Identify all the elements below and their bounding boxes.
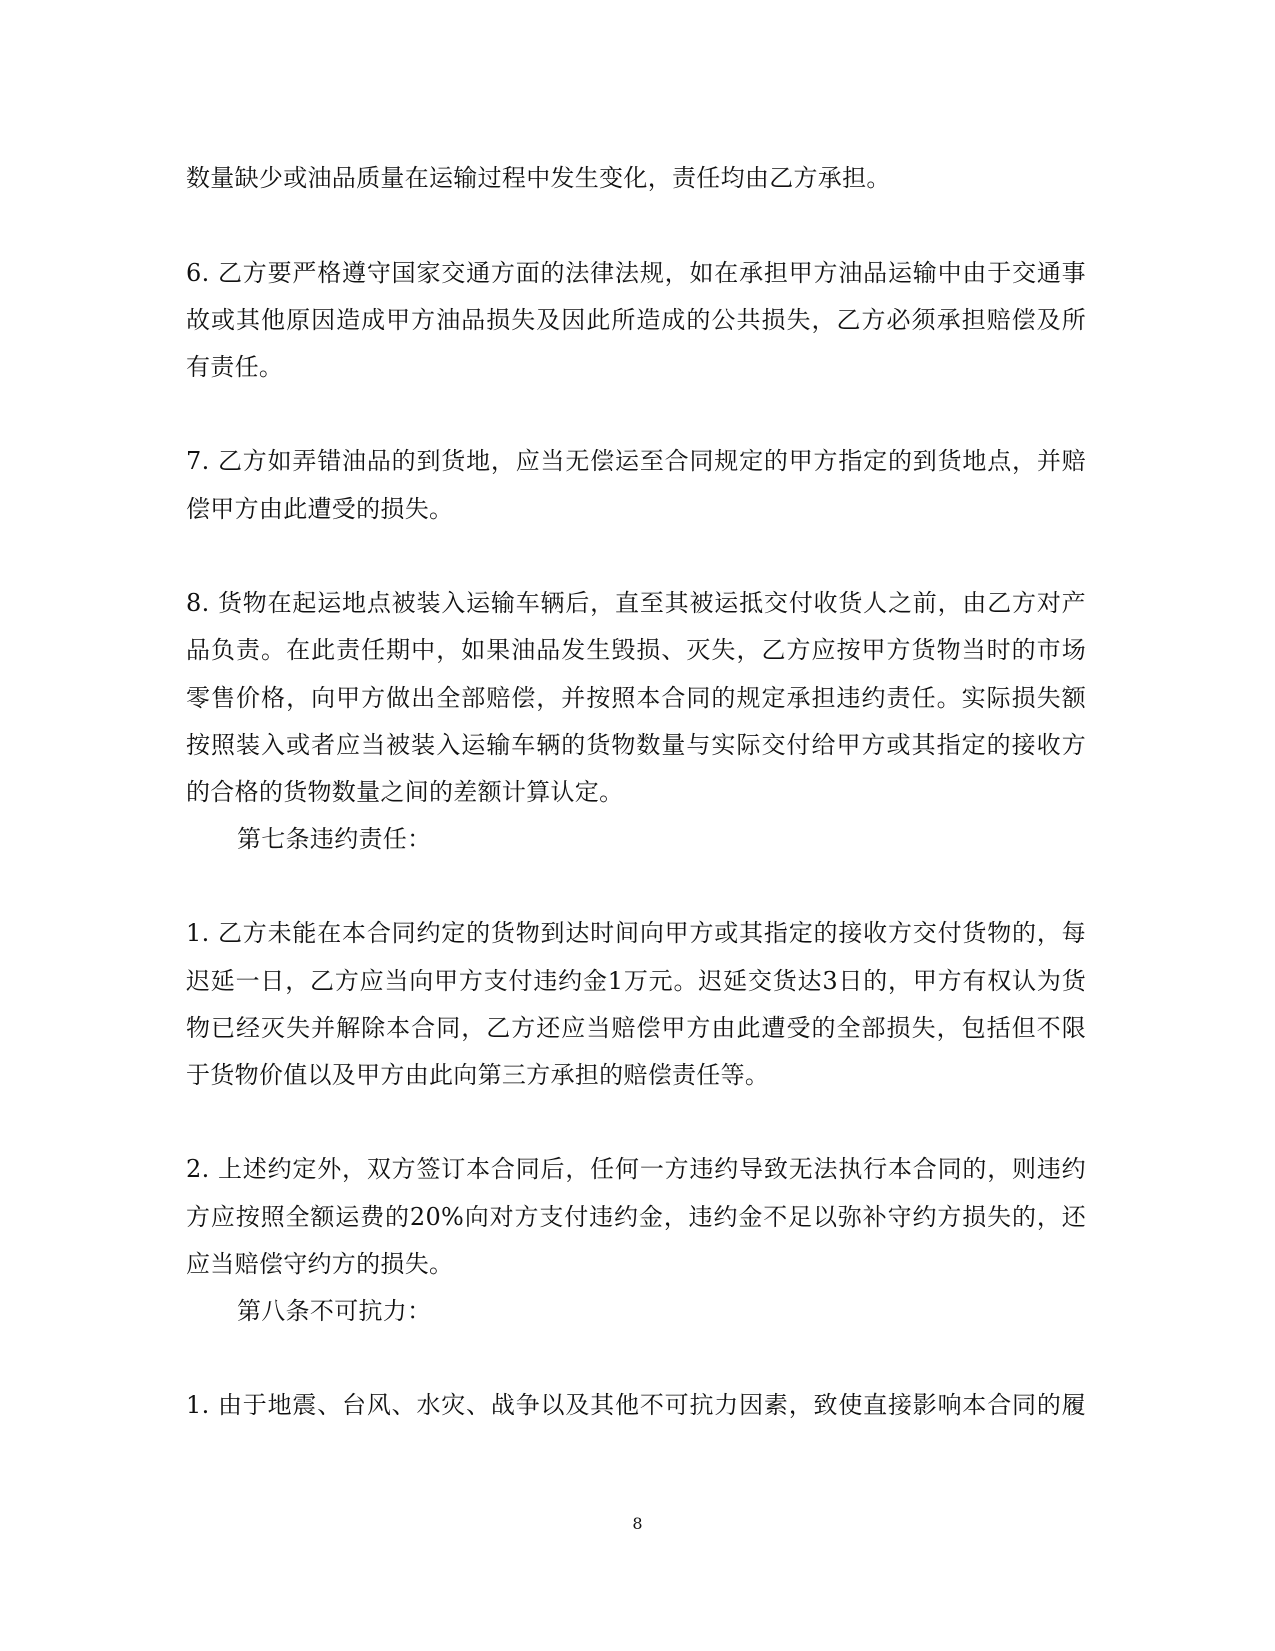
text-line: 按照装入或者应当被装入运输车辆的货物数量与实际交付给甲方或其指定的接收方 <box>186 731 1086 759</box>
text-line: 6. 乙方要严格遵守国家交通方面的法律法规，如在承担甲方油品运输中由于交通事 <box>186 259 1086 287</box>
page-number: 8 <box>632 1514 643 1533</box>
text-line: 1. 乙方未能在本合同约定的货物到达时间向甲方或其指定的接收方交付货物的，每 <box>186 919 1086 947</box>
text-line: 有责任。 <box>186 353 284 381</box>
text-line: 偿甲方由此遭受的损失。 <box>186 495 454 523</box>
text-line: 方应按照全额运费的20%向对方支付违约金，违约金不足以弥补守约方损失的，还 <box>186 1203 1086 1231</box>
text-line: 物已经灭失并解除本合同，乙方还应当赔偿甲方由此遭受的全部损失，包括但不限 <box>186 1014 1086 1042</box>
text-line: 数量缺少或油品质量在运输过程中发生变化，责任均由乙方承担。 <box>186 164 891 192</box>
text-line: 7. 乙方如弄错油品的到货地，应当无偿运至合同规定的甲方指定的到货地点，并赔 <box>186 447 1086 475</box>
text-line: 1. 由于地震、台风、水灾、战争以及其他不可抗力因素，致使直接影响本合同的履 <box>186 1391 1086 1419</box>
text-line: 8. 货物在起运地点被装入运输车辆后，直至其被运抵交付收货人之前，由乙方对产 <box>186 589 1086 617</box>
text-line: 故或其他原因造成甲方油品损失及因此所造成的公共损失，乙方必须承担赔偿及所 <box>186 306 1086 334</box>
section-heading: 第八条不可抗力： <box>237 1297 432 1325</box>
text-line: 应当赔偿守约方的损失。 <box>186 1250 454 1278</box>
text-line: 零售价格，向甲方做出全部赔偿，并按照本合同的规定承担违约责任。实际损失额 <box>186 684 1086 712</box>
section-heading: 第七条违约责任： <box>237 825 432 853</box>
text-line: 迟延一日，乙方应当向甲方支付违约金1万元。迟延交货达3日的，甲方有权认为货 <box>186 967 1086 995</box>
text-line: 品负责。在此责任期中，如果油品发生毁损、灭失，乙方应按甲方货物当时的市场 <box>186 636 1086 664</box>
text-line: 的合格的货物数量之间的差额计算认定。 <box>186 778 624 806</box>
text-line: 2. 上述约定外，双方签订本合同后，任何一方违约导致无法执行本合同的，则违约 <box>186 1155 1086 1183</box>
text-line: 于货物价值以及甲方由此向第三方承担的赔偿责任等。 <box>186 1061 770 1089</box>
